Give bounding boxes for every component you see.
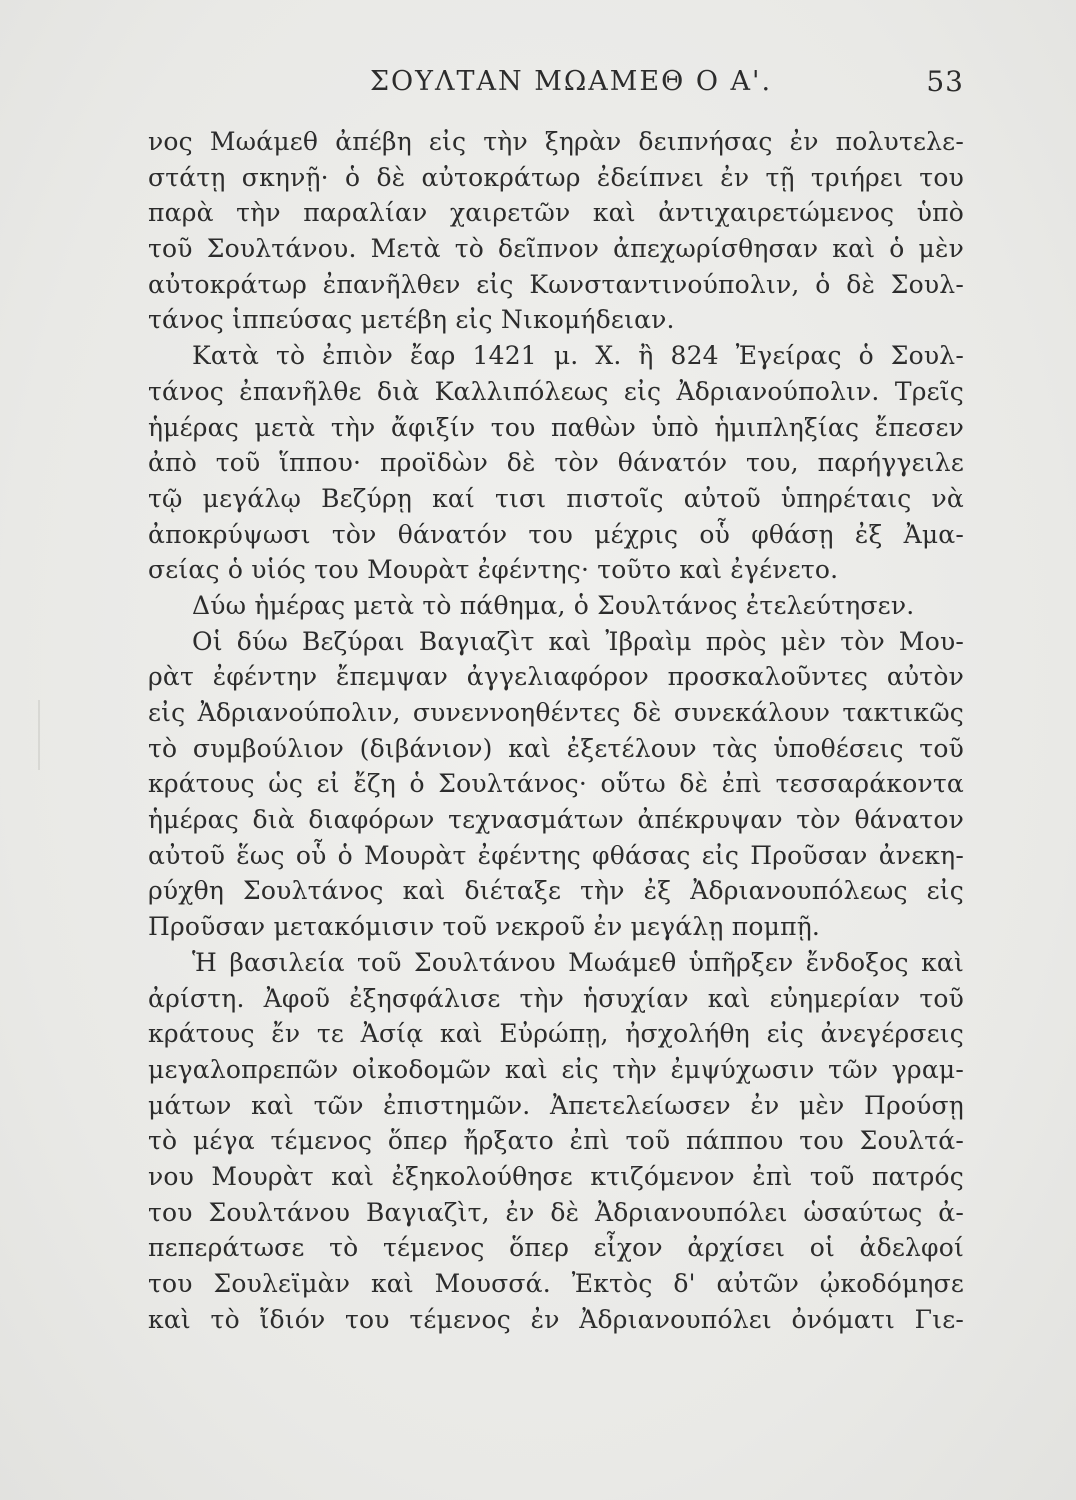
text-line: ἡμέρας διὰ διαφόρων τεχνασμάτων ἀπέκρυψαν τὸν θάνατον [148,805,964,835]
text-line: Προῦσαν μετακόμισιν τοῦ νεκροῦ ἐν μεγάλῃ πομπῇ. [148,912,821,942]
paragraph-start-line: Οἱ δύω Βεζύραι Βαγιαζὶτ καὶ Ἰβραὶμ πρὸς μὲν τὸν Μου- [192,626,964,656]
text-line: ἀπὸ τοῦ ἵππου· προϊδὼν δὲ τὸν θάνατόν του, παρήγγειλε [148,448,964,478]
body-text [148,124,964,1337]
text-line: μεγαλοπρεπῶν οἰκοδομῶν καὶ εἰς τὴν ἐμψύχωσιν τῶν γραμ- [148,1054,964,1084]
text-line: καὶ τὸ ἴδιόν του τέμενος ἐν Ἀδριανουπόλει ὀνόματι Γιε- [148,1304,964,1334]
text-line: σείας ὁ υἱός του Μουρὰτ ἐφέντης· τοῦτο καὶ ἐγένετο. [148,555,839,585]
text-line: νου Μουρὰτ καὶ ἐξηκολούθησε κτιζόμενον ἐπὶ τοῦ πατρός [148,1161,964,1191]
text-line: τάνος ἐπανῆλθε διὰ Καλλιπόλεως εἰς Ἀδριανούπολιν. Τρεῖς [148,376,964,406]
text-line: στάτῃ σκηνῇ· ὁ δὲ αὐτοκράτωρ ἐδείπνει ἐν τῇ τριήρει του [148,162,964,192]
text-line: ρὰτ ἐφέντην ἔπεμψαν ἀγγελιαφόρον προσκαλοῦντες αὐτὸν [148,662,964,692]
text-line: τῷ μεγάλῳ Βεζύρῃ καί τισι πιστοῖς αὐτοῦ ὑπηρέταις νὰ [148,483,964,513]
text-line: τάνος ἱππεύσας μετέβη εἰς Νικομήδειαν. [148,305,675,335]
paragraph-start-line: Κατὰ τὸ ἐπιὸν ἔαρ 1421 μ. Χ. ἢ 824 Ἐγείρας ὁ Σουλ- [192,341,964,371]
running-title: ΣΟΥΛΤΑΝ ΜΩΑΜΕΘ Ο Α'. [369,66,773,97]
text-line: ἀρίστη. Ἀφοῦ ἐξησφάλισε τὴν ἡσυχίαν καὶ εὐημερίαν τοῦ [148,983,964,1013]
text-line: εἰς Ἀδριανούπολιν, συνεννοηθέντες δὲ συνεκάλουν τακτικῶς [148,698,964,727]
text-line: του Σουλεϊμὰν καὶ Μουσσά. Ἐκτὸς δ' αὐτῶν ᾠκοδόμησε [148,1269,964,1298]
text-line: τοῦ Σουλτάνου. Μετὰ τὸ δεῖπνον ἀπεχωρίσθησαν καὶ ὁ μὲν [148,234,964,264]
text-line: παρὰ τὴν παραλίαν χαιρετῶν καὶ ἀντιχαιρετώμενος ὑπὸ [148,198,964,228]
text-line: του Σουλτάνου Βαγιαζὶτ, ἐν δὲ Ἀδριανουπόλει ὡσαύτως ἀ- [148,1197,964,1227]
text-line: τὸ μέγα τέμενος ὅπερ ἤρξατο ἐπὶ τοῦ πάππου του Σουλτά- [148,1126,964,1156]
page-number: 53 [926,65,964,98]
margin-mark [38,700,40,770]
text-line: μάτων καὶ τῶν ἐπιστημῶν. Ἀπετελείωσεν ἐν μὲν Προύσῃ [148,1090,964,1120]
text-line: νος Μωάμεθ ἀπέβη εἰς τὴν ξηρὰν δειπνήσας ἐν πολυτελε- [148,127,964,156]
running-head [148,62,964,102]
text-line: πεπεράτωσε τὸ τέμενος ὅπερ εἶχον ἀρχίσει οἱ ἀδελφοί [148,1233,964,1263]
paragraph-start-line: Δύω ἡμέρας μετὰ τὸ πάθημα, ὁ Σουλτάνος ἐτελεύτησεν. [192,590,915,620]
text-line: ἀποκρύψωσι τὸν θάνατόν του μέχρις οὗ φθάσῃ ἐξ Ἀμα- [148,519,964,549]
text-line: τὸ συμβούλιον (διβάνιον) καὶ ἐξετέλουν τὰς ὑποθέσεις τοῦ [148,733,964,763]
text-line: αὐτοῦ ἕως οὗ ὁ Μουρὰτ ἐφέντης φθάσας εἰς Προῦσαν ἀνεκη- [148,840,964,870]
text-line: ρύχθη Σουλτάνος καὶ διέταξε τὴν ἐξ Ἀδριανουπόλεως εἰς [148,876,964,906]
text-line: κράτους ἔν τε Ἀσίᾳ καὶ Εὐρώπῃ, ἠσχολήθη εἰς ἀνεγέρσεις [148,1019,964,1049]
text-line: κράτους ὡς εἰ ἔζη ὁ Σουλτάνος· οὕτω δὲ ἐπὶ τεσσαράκοντα [148,769,964,799]
text-line: ἡμέρας μετὰ τὴν ἄφιξίν του παθὼν ὑπὸ ἡμιπληξίας ἔπεσεν [148,412,964,442]
paragraph-start-line: Ἡ βασιλεία τοῦ Σουλτάνου Μωάμεθ ὑπῆρξεν ἔνδοξος καὶ [192,947,964,977]
text-line: αὐτοκράτωρ ἐπανῆλθεν εἰς Κωνσταντινούπολιν, ὁ δὲ Σουλ- [148,269,964,299]
